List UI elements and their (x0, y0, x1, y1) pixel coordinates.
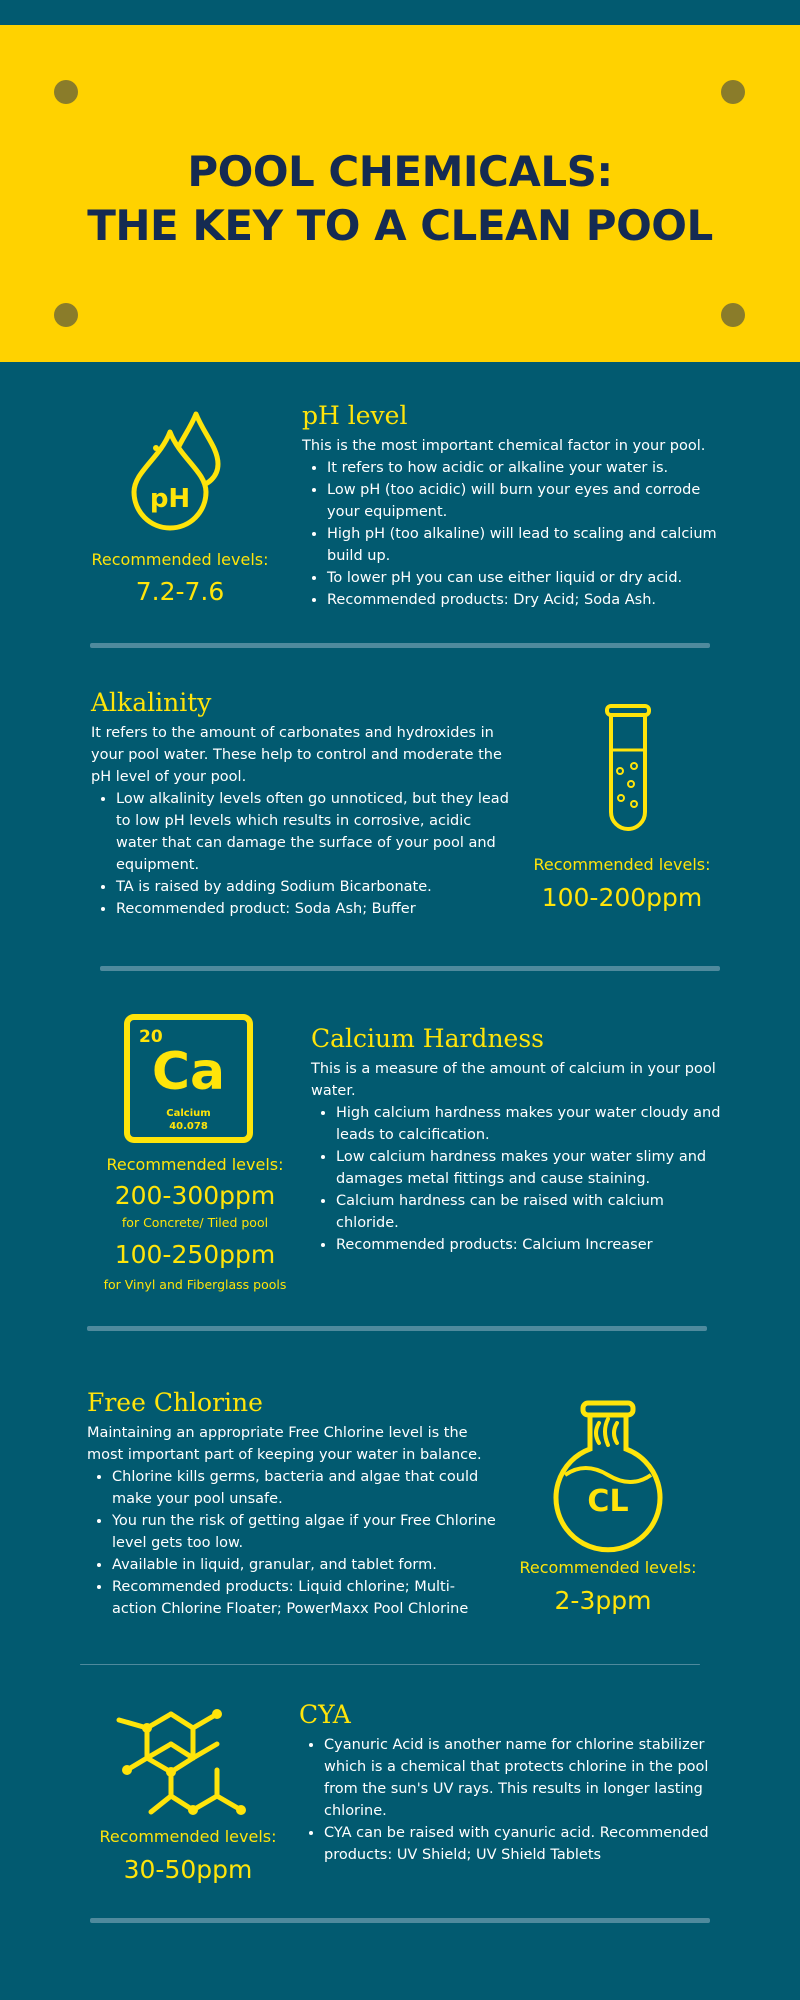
ph-icon-label: pH (149, 484, 191, 514)
bolt-icon (721, 303, 745, 327)
bolt-icon (54, 303, 78, 327)
calcium-bullet: • Low calcium hardness makes your water slimy and damages metal fittings and cause staining. (336, 1146, 726, 1190)
cya-bullet: • CYA can be raised with cyanuric acid. Recommended products: UV Shield; UV Shield Tablets (324, 1822, 719, 1866)
ph-intro: This is the most important chemical factor in your pool. (302, 438, 706, 454)
calcium-symbol: Ca (151, 1042, 226, 1102)
alkalinity-body (91, 722, 511, 920)
calcium-mass: 40.078 (169, 1121, 208, 1132)
chlorine-bullet: • You run the risk of getting algae if your Free Chlorine level gets too low. (112, 1510, 497, 1554)
alkalinity-recommended-label: Recommended levels: (533, 855, 711, 874)
ph-body (302, 435, 722, 611)
cya-title: CYA (299, 1700, 351, 1729)
calcium-note-1: for Concrete/ Tiled pool (121, 1215, 269, 1230)
calcium-recommended-value-2: 100-250ppm (114, 1240, 276, 1269)
calcium-recommended-value-1: 200-300ppm (114, 1181, 276, 1210)
section-divider (87, 1326, 707, 1331)
chlorine-body (87, 1422, 497, 1620)
ph-recommended-value: 7.2-7.6 (135, 577, 225, 606)
calcium-atomic-number: 20 (139, 1027, 163, 1047)
section-divider (100, 966, 720, 971)
ph-bullet: • Recommended products: Dry Acid; Soda Ash. (327, 589, 722, 611)
chlorine-recommended-label: Recommended levels: (519, 1558, 697, 1577)
section-divider (90, 643, 710, 648)
calcium-intro: This is a measure of the amount of calcium in your pool water. (311, 1061, 716, 1099)
calcium-body (311, 1058, 726, 1256)
chlorine-bullet: • Chlorine kills germs, bacteria and algae that could make your pool unsafe. (112, 1466, 497, 1510)
calcium-bullet: • High calcium hardness makes your water cloudy and leads to calcification. (336, 1102, 726, 1146)
chlorine-title: Free Chlorine (87, 1388, 263, 1417)
alkalinity-title: Alkalinity (91, 688, 212, 717)
top-strip (0, 0, 800, 25)
calcium-recommended-label: Recommended levels: (106, 1155, 284, 1174)
alkalinity-bullet: • Recommended product: Soda Ash; Buffer (116, 898, 511, 920)
chlorine-intro: Maintaining an appropriate Free Chlorine level is the most important part of keeping your water in balance. (87, 1425, 482, 1463)
alkalinity-bullet: • Low alkalinity levels often go unnoticed, but they lead to low pH levels which results in corrosive, acidic water that can damage the surface of your pool and equipment. (116, 788, 511, 876)
page-title (0, 145, 800, 253)
ph-drop-icon (120, 410, 230, 530)
calcium-bullet: • Calcium hardness can be raised with calcium chloride. (336, 1190, 726, 1234)
bolt-icon (721, 80, 745, 104)
section-divider (80, 1664, 700, 1665)
calcium-name: Calcium (166, 1108, 211, 1119)
ph-recommended-label: Recommended levels: (91, 550, 269, 569)
calcium-bullet: • Recommended products: Calcium Increaser (336, 1234, 726, 1256)
cya-body (299, 1734, 719, 1866)
ph-bullet: • It refers to how acidic or alkaline your water is. (327, 457, 722, 479)
ph-title: pH level (302, 401, 408, 430)
flask-icon (553, 1401, 663, 1551)
cya-bullet: • Cyanuric Acid is another name for chlorine stabilizer which is a chemical that protects chlorine in the pool from the sun's UV rays. This results in longer lasting chlorine. (324, 1734, 719, 1822)
cya-recommended-label: Recommended levels: (99, 1827, 277, 1846)
alkalinity-recommended-value: 100-200ppm (541, 883, 703, 912)
chlorine-icon-label: CL (587, 1484, 629, 1519)
section-divider (90, 1918, 710, 1923)
alkalinity-bullet: • TA is raised by adding Sodium Bicarbonate. (116, 876, 511, 898)
molecule-icon (113, 1700, 263, 1820)
calcium-title: Calcium Hardness (311, 1024, 544, 1053)
alkalinity-intro: It refers to the amount of carbonates and hydroxides in your pool water. These help to control and moderate the pH level of your pool. (91, 725, 502, 785)
chlorine-bullet: • Available in liquid, granular, and tablet form. (112, 1554, 497, 1576)
chlorine-recommended-value: 2-3ppm (554, 1586, 652, 1615)
calcium-note-2: for Vinyl and Fiberglass pools (103, 1277, 287, 1292)
page-title-line1: POOL CHEMICALS: (187, 147, 613, 196)
ph-bullet: • High pH (too alkaline) will lead to scaling and calcium build up. (327, 523, 722, 567)
ph-bullet: • To lower pH you can use either liquid or dry acid. (327, 567, 722, 589)
calcium-element-icon (124, 1014, 253, 1143)
test-tube-icon (603, 704, 653, 839)
cya-recommended-value: 30-50ppm (123, 1855, 253, 1884)
page-title-line2: THE KEY TO A CLEAN POOL (87, 201, 713, 250)
bolt-icon (54, 80, 78, 104)
ph-bullet: • Low pH (too acidic) will burn your eyes and corrode your equipment. (327, 479, 722, 523)
chlorine-bullet: • Recommended products: Liquid chlorine; Multi-action Chlorine Floater; PowerMaxx Pool Chlorine (112, 1576, 497, 1620)
